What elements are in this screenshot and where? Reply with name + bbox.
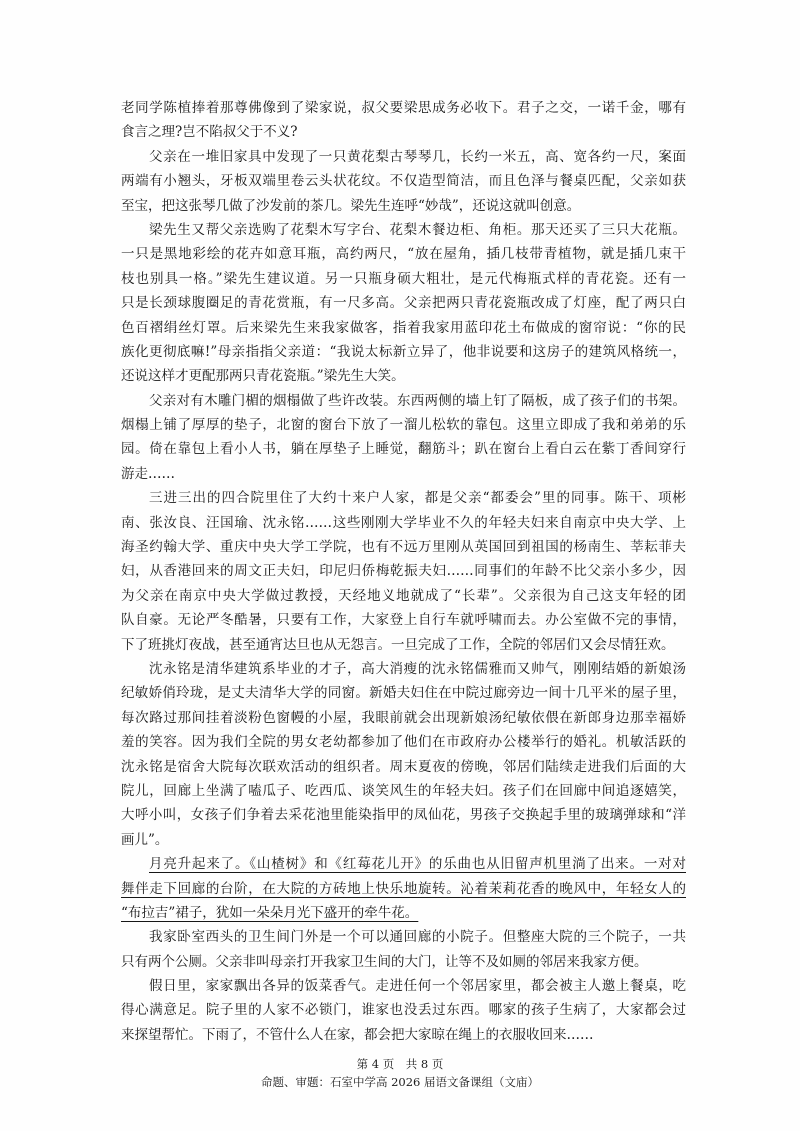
underlined-text-line: “布拉吉”裙子，犹如一朵朵月光下盛开的牵牛花。	[121, 904, 419, 921]
text-line: 父亲对有木雕门楣的烟榻做了些许改装。东西两侧的墙上钉了隔板，成了孩子们的书架。	[149, 392, 686, 409]
paragraph-3	[121, 218, 686, 389]
underlined-text-line: 舞伴走下回廊的台阶，在大院的方砖地上快乐地旋转。沁着茉莉花香的晚风中，年轻女人的	[121, 880, 686, 897]
text-line: 假日里，家家飘出各异的饭菜香气。走进任何一个邻居家里，都会被主人邀上餐桌，吃	[149, 978, 686, 995]
text-line: 烟榻上铺了厚厚的垫子，北窗的窗台下放了一溜儿松软的靠包。这里立即成了我和弟弟的乐	[121, 417, 686, 434]
text-line: 还说这样才更配那两只青花瓷瓶。”梁先生大笑。	[121, 368, 405, 385]
page-number: 第 4 页 共 8 页	[356, 1057, 444, 1071]
text-line: 园。倚在靠包上看小人书，躺在厚垫子上睡觉，翻筋斗；趴在窗台上看白云在紫丁香间穿行	[121, 441, 686, 458]
text-line: 为父亲在南京中央大学做过教授，天经地义地就成了“长辈”。父亲很为自己这支年轻的团	[121, 587, 686, 604]
paragraph-5	[121, 486, 686, 657]
text-line: 族化更彻底嘛!”母亲指指父亲道：“我说太标新立异了，他非说要和这房子的建筑风格统一，	[121, 343, 686, 360]
article-body	[121, 96, 686, 1047]
text-line: 得心满意足。院子里的人家不必锁门，谁家也没丢过东西。哪家的孩子生病了，大家都会过	[121, 1002, 686, 1019]
text-line: 食言之理?岂不陷叔父于不义?	[121, 124, 298, 141]
paragraph-4	[121, 389, 686, 487]
paragraph-9	[121, 974, 686, 1047]
text-line: 大呼小叫，女孩子们争着去采花池里能染指甲的凤仙花，男孩子交换起手里的玻璃弹球和“洋	[121, 807, 686, 824]
text-line: 至宝，把这张琴几做了沙发前的茶几。梁先生连呼“妙哉”，还说这就叫创意。	[121, 197, 581, 214]
text-line: 一只是黑地彩绘的花卉如意耳瓶，高约两尺，“放在屋角，插几枝带青植物，就是插几束干	[121, 246, 686, 263]
text-line: 色百褶绢丝灯罩。后来梁先生来我家做客，指着我家用蓝印花土布做成的窗帘说：“你的民	[121, 319, 686, 336]
text-line: 沈永铭是清华建筑系毕业的才子，高大消瘦的沈永铭儒雅而又帅气，刚刚结婚的新娘汤	[149, 660, 686, 677]
text-line: 妇，从香港回来的周文正夫妇，印尼归侨梅乾振夫妇……同事们的年龄不比父亲小多少，因	[121, 563, 686, 580]
text-line: 队自豪。无论严冬酷暑，只要有工作，大家登上自行车就呼啸而去。办公室做不完的事情，	[121, 612, 686, 629]
paragraph-1	[121, 96, 686, 145]
underlined-paragraph	[121, 852, 686, 925]
text-line: 纪敏娇俏玲珑，是丈夫清华大学的同窗。新婚夫妇住在中院过廊旁边一间十几平米的屋子里，	[121, 685, 686, 702]
text-line: 下了班挑灯夜战，甚至通宵达旦也从无怨言。一旦完成了工作，全院的邻居们又会尽情狂欢。	[121, 636, 675, 653]
text-line: 父亲在一堆旧家具中发现了一只黄花梨古琴琴几，长约一米五，高、宽各约一尺，案面	[149, 148, 686, 165]
text-line: 沈永铭是宿舍大院每次联欢活动的组织者。周末夏夜的傍晚，邻居们陆续走进我们后面的大	[121, 758, 686, 775]
text-line: 我家卧室西头的卫生间门外是一个可以通回廊的小院子。但整座大院的三个院子，一共	[149, 929, 686, 946]
footer-credit: 命题、审题：石室中学高 2026 届语文备课组（文庙）	[260, 1075, 540, 1089]
text-line: 每次路过那间挂着淡粉色窗幔的小屋，我眼前就会出现新娘汤纪敏依偎在新郎身边那幸福娇	[121, 709, 686, 726]
text-line: 三进三出的四合院里住了大约十来户人家，都是父亲“都委会”里的同事。陈干、项彬	[149, 490, 686, 507]
text-line: 羞的笑容。因为我们全院的男女老幼都参加了他们在市政府办公楼举行的婚礼。机敏活跃的	[121, 734, 686, 751]
text-line: 画儿”。	[121, 831, 169, 848]
text-line: 南、张汝良、汪国瑜、沈永铭……这些刚刚大学毕业不久的年轻夫妇来自南京中央大学、上	[121, 514, 686, 531]
text-line: 只是长颈球腹圈足的青花赏瓶，有一尺多高。父亲把两只青花瓷瓶改成了灯座，配了两只白	[121, 295, 686, 312]
paragraph-6	[121, 657, 686, 852]
paragraph-8	[121, 925, 686, 974]
text-line: 梁先生又帮父亲选购了花梨木写字台、花梨木餐边柜、角柜。那天还买了三只大花瓶。	[149, 221, 686, 238]
text-line: 来探望帮忙。下雨了，不管什么人在家，都会把大家晾在绳上的衣服收回来……	[121, 1026, 594, 1043]
text-line: 海圣约翰大学、重庆中央大学工学院，也有不远万里刚从英国回到祖国的杨南生、莘耘菲夫	[121, 539, 686, 556]
text-line: 两端有小翘头，牙板双端里卷云头状花纹。不仅造型简洁，而且色泽与餐桌匹配，父亲如获	[121, 173, 686, 190]
text-line: 院儿，回廊上坐满了嗑瓜子、吃西瓜、谈笑风生的年轻夫妇。孩子们在回廊中间追逐嬉笑，	[121, 782, 686, 799]
text-line: 枝也别具一格。”梁先生建议道。另一只瓶身硕大粗壮，是元代梅瓶式样的青花瓷。还有一	[121, 270, 686, 287]
text-line: 老同学陈植捧着那尊佛像到了梁家说，叔父要梁思成务必收下。君子之交，一诺千金，哪有	[121, 100, 686, 116]
paragraph-2	[121, 145, 686, 218]
text-line: 只有两个公厕。父亲非叫母亲打开我家卫生间的大门，让等不及如厕的邻居来我家方便。	[121, 953, 648, 970]
text-line: 游走……	[121, 465, 175, 482]
underlined-text-line: 月亮升起来了。《山楂树》和《红莓花儿开》的乐曲也从旧留声机里淌了出来。一对对	[149, 856, 686, 873]
